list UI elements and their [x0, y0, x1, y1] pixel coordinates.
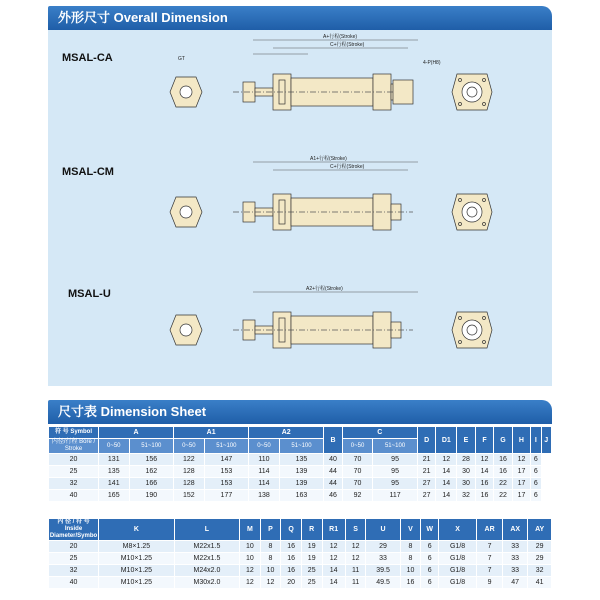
table-cell: 152 [174, 490, 205, 502]
table-cell: 22 [494, 490, 512, 502]
table-cell: 41 [528, 577, 552, 589]
column-header: C [342, 427, 417, 439]
table-cell: 12 [475, 454, 493, 466]
table-cell: 25 [301, 565, 322, 577]
table-cell: 12 [240, 577, 261, 589]
table-cell: 139 [279, 478, 324, 490]
table-cell: 6 [531, 466, 541, 478]
column-header: A2 [249, 427, 324, 439]
table-cell: 95 [373, 478, 418, 490]
table-cell: 7 [477, 541, 503, 553]
column-header: AR [477, 519, 503, 541]
table-cell: 17 [512, 478, 530, 490]
label-a1-stroke: A1+行程(Stroke) [310, 156, 347, 162]
table-cell: 14 [436, 466, 457, 478]
table-cell: 22 [494, 478, 512, 490]
table-cell: 163 [279, 490, 324, 502]
table-cell: M10×1.25 [99, 577, 175, 589]
table-cell: 39.5 [366, 565, 400, 577]
column-header: J [541, 427, 551, 454]
table-cell: 28 [457, 454, 475, 466]
table-cell: 17 [512, 466, 530, 478]
column-header: AY [528, 519, 552, 541]
table-cell: G1/8 [439, 541, 477, 553]
table-cell: 20 [49, 454, 99, 466]
column-header: E [457, 427, 475, 454]
table-cell: 21 [417, 454, 435, 466]
column-header: D1 [436, 427, 457, 454]
table-cell: 12 [345, 541, 366, 553]
table-cell: 131 [99, 454, 130, 466]
table-cell: 25 [49, 466, 99, 478]
table-cell: M22x1.5 [174, 553, 239, 565]
table-cell: 29 [528, 553, 552, 565]
bore-stroke-header: 内径/行程 Bore / Stroke [49, 439, 99, 454]
column-header: R [301, 519, 322, 541]
column-header: 0~50 [249, 439, 280, 454]
table-cell: M8×1.25 [99, 541, 175, 553]
table-cell: 139 [279, 466, 324, 478]
table-cell: 6 [421, 565, 439, 577]
label-c-stroke: C+行程(Stroke) [330, 42, 365, 48]
table-cell: 33 [503, 541, 528, 553]
table-cell: 166 [129, 478, 174, 490]
table-cell: 7 [477, 553, 503, 565]
column-header: U [366, 519, 400, 541]
table-cell: M22x1.5 [174, 541, 239, 553]
table-cell: 95 [373, 454, 418, 466]
label-phi-p: 4-P(H8) [423, 60, 441, 66]
table-cell: 110 [249, 454, 280, 466]
table-cell: 33 [503, 565, 528, 577]
table-cell: 153 [204, 466, 249, 478]
table-cell: 141 [99, 478, 130, 490]
table-cell: 33 [366, 553, 400, 565]
column-header: AX [503, 519, 528, 541]
table-cell: 138 [249, 490, 280, 502]
table-cell: 9 [477, 577, 503, 589]
table-cell: 47 [503, 577, 528, 589]
table-cell: 30 [457, 466, 475, 478]
table-cell: 21 [417, 466, 435, 478]
column-header: W [421, 519, 439, 541]
table-cell: M30x2.0 [174, 577, 239, 589]
table-cell: 8 [260, 541, 281, 553]
table-row [49, 478, 552, 490]
model-label-msal-u: MSAL-U [68, 288, 111, 300]
table-cell: 12 [260, 577, 281, 589]
table-cell: 12 [322, 553, 345, 565]
column-header: V [400, 519, 421, 541]
column-header: S [345, 519, 366, 541]
table-cell: 40 [49, 577, 99, 589]
table-cell: M10×1.25 [99, 565, 175, 577]
table-cell: 7 [477, 565, 503, 577]
column-header: 51~100 [373, 439, 418, 454]
cylinder-drawings [48, 30, 552, 386]
table-row [49, 490, 552, 502]
table-cell: 10 [240, 541, 261, 553]
table-cell: 117 [373, 490, 418, 502]
table-cell: 16 [475, 478, 493, 490]
table-cell: 135 [99, 466, 130, 478]
table-cell: 6 [531, 478, 541, 490]
table-cell: 29 [528, 541, 552, 553]
table-cell: 147 [204, 454, 249, 466]
table-cell: 16 [281, 541, 302, 553]
column-header: F [475, 427, 493, 454]
table-cell: 16 [281, 553, 302, 565]
table-cell: 16 [400, 577, 421, 589]
table-cell: 30 [457, 478, 475, 490]
overall-dimension-header: 外形尺寸 Overall Dimension [48, 6, 552, 30]
table-cell: 11 [345, 577, 366, 589]
table-cell: 122 [174, 454, 205, 466]
table-cell: 33 [503, 553, 528, 565]
table-cell: 12 [240, 565, 261, 577]
column-header: G [494, 427, 512, 454]
table-cell: 165 [99, 490, 130, 502]
table-cell: 14 [322, 565, 345, 577]
table-cell: G1/8 [439, 565, 477, 577]
table-cell: M10×1.25 [99, 553, 175, 565]
table-cell: 32 [49, 565, 99, 577]
table-cell: 44 [324, 478, 342, 490]
table-cell: 32 [528, 565, 552, 577]
column-header: A1 [174, 427, 249, 439]
table-cell: 6 [421, 541, 439, 553]
table-cell: 156 [129, 454, 174, 466]
table-cell: 46 [324, 490, 342, 502]
column-header: 51~100 [204, 439, 249, 454]
table-cell: 153 [204, 478, 249, 490]
table-cell: 32 [49, 478, 99, 490]
inside-diameter-header: 内 径 / 符 号 Inside Diameter/Symbo [49, 519, 98, 539]
symbol-header: 符 号 Symbol [49, 427, 99, 439]
table-cell: 14 [436, 490, 457, 502]
table-cell: 12 [345, 553, 366, 565]
label-c-stroke-2: C+行程(Stroke) [330, 164, 365, 170]
column-header: R1 [322, 519, 345, 541]
table-cell: 177 [204, 490, 249, 502]
table-cell: 27 [417, 478, 435, 490]
table-cell: 40 [49, 490, 99, 502]
table-cell: 70 [342, 454, 373, 466]
column-header: 0~50 [174, 439, 205, 454]
column-header: 0~50 [99, 439, 130, 454]
table-cell: 16 [494, 454, 512, 466]
table-cell: 6 [531, 454, 541, 466]
table-cell: 16 [475, 490, 493, 502]
column-header: 0~50 [342, 439, 373, 454]
table-cell: 6 [421, 577, 439, 589]
table-cell: 19 [301, 553, 322, 565]
table-cell: 32 [457, 490, 475, 502]
table-cell: 135 [279, 454, 324, 466]
column-header: Q [281, 519, 302, 541]
table-cell: 10 [400, 565, 421, 577]
table-cell: 92 [342, 490, 373, 502]
table-cell: 10 [240, 553, 261, 565]
table-cell: 29 [366, 541, 400, 553]
table-cell: 128 [174, 478, 205, 490]
table-row [49, 577, 552, 589]
table-row [49, 565, 552, 577]
table-cell: 14 [475, 466, 493, 478]
label-a-stroke: A+行程(Stroke) [323, 34, 358, 40]
table-cell: 10 [260, 565, 281, 577]
label-a2-stroke: A2+行程(Stroke) [306, 286, 343, 292]
table-cell: 44 [324, 466, 342, 478]
column-header: B [324, 427, 342, 454]
column-header: A [99, 427, 174, 439]
table-cell: 95 [373, 466, 418, 478]
table-row [49, 454, 552, 466]
table-cell: 128 [174, 466, 205, 478]
column-header: 51~100 [129, 439, 174, 454]
table-cell: 19 [301, 541, 322, 553]
table-cell: 114 [249, 478, 280, 490]
table-cell: 17 [512, 490, 530, 502]
table-cell: 70 [342, 478, 373, 490]
dimension-sheet-header: 尺寸表 Dimension Sheet [48, 400, 552, 424]
column-header: L [174, 519, 239, 541]
table-cell: 114 [249, 466, 280, 478]
table-cell: 8 [260, 553, 281, 565]
column-header: X [439, 519, 477, 541]
table-cell: 11 [345, 565, 366, 577]
table-cell: 12 [436, 454, 457, 466]
table-cell: 6 [531, 490, 541, 502]
table-row [49, 466, 552, 478]
column-header: I [531, 427, 541, 454]
table-cell: 12 [322, 541, 345, 553]
table-cell: 14 [322, 577, 345, 589]
column-header: H [512, 427, 530, 454]
table-cell: 8 [400, 541, 421, 553]
column-header: 51~100 [279, 439, 324, 454]
table-cell: 20 [49, 541, 99, 553]
table-cell: 6 [421, 553, 439, 565]
dimension-table-1 [48, 426, 552, 502]
label-gt: GT [178, 56, 185, 62]
column-header: D [417, 427, 435, 454]
table-cell: 40 [324, 454, 342, 466]
model-label-msal-ca: MSAL-CA [62, 52, 113, 64]
technical-drawing-panel [48, 30, 552, 386]
table-cell: 12 [512, 454, 530, 466]
table-cell: 25 [301, 577, 322, 589]
table-cell: 25 [49, 553, 99, 565]
table-cell: 190 [129, 490, 174, 502]
dimension-table-2 [48, 518, 552, 589]
table-cell: 14 [436, 478, 457, 490]
table-cell: 49.5 [366, 577, 400, 589]
table-cell: 70 [342, 466, 373, 478]
table-cell: 27 [417, 490, 435, 502]
model-label-msal-cm: MSAL-CM [62, 166, 114, 178]
table-cell: 16 [281, 565, 302, 577]
table-cell: 162 [129, 466, 174, 478]
column-header: K [99, 519, 175, 541]
column-header: P [260, 519, 281, 541]
column-header: M [240, 519, 261, 541]
table-row [49, 553, 552, 565]
table-cell: G1/8 [439, 553, 477, 565]
table-cell: M24x2.0 [174, 565, 239, 577]
table-cell: 16 [494, 466, 512, 478]
table-cell: 20 [281, 577, 302, 589]
table-cell: G1/8 [439, 577, 477, 589]
table-cell: 8 [400, 553, 421, 565]
table-row [49, 541, 552, 553]
